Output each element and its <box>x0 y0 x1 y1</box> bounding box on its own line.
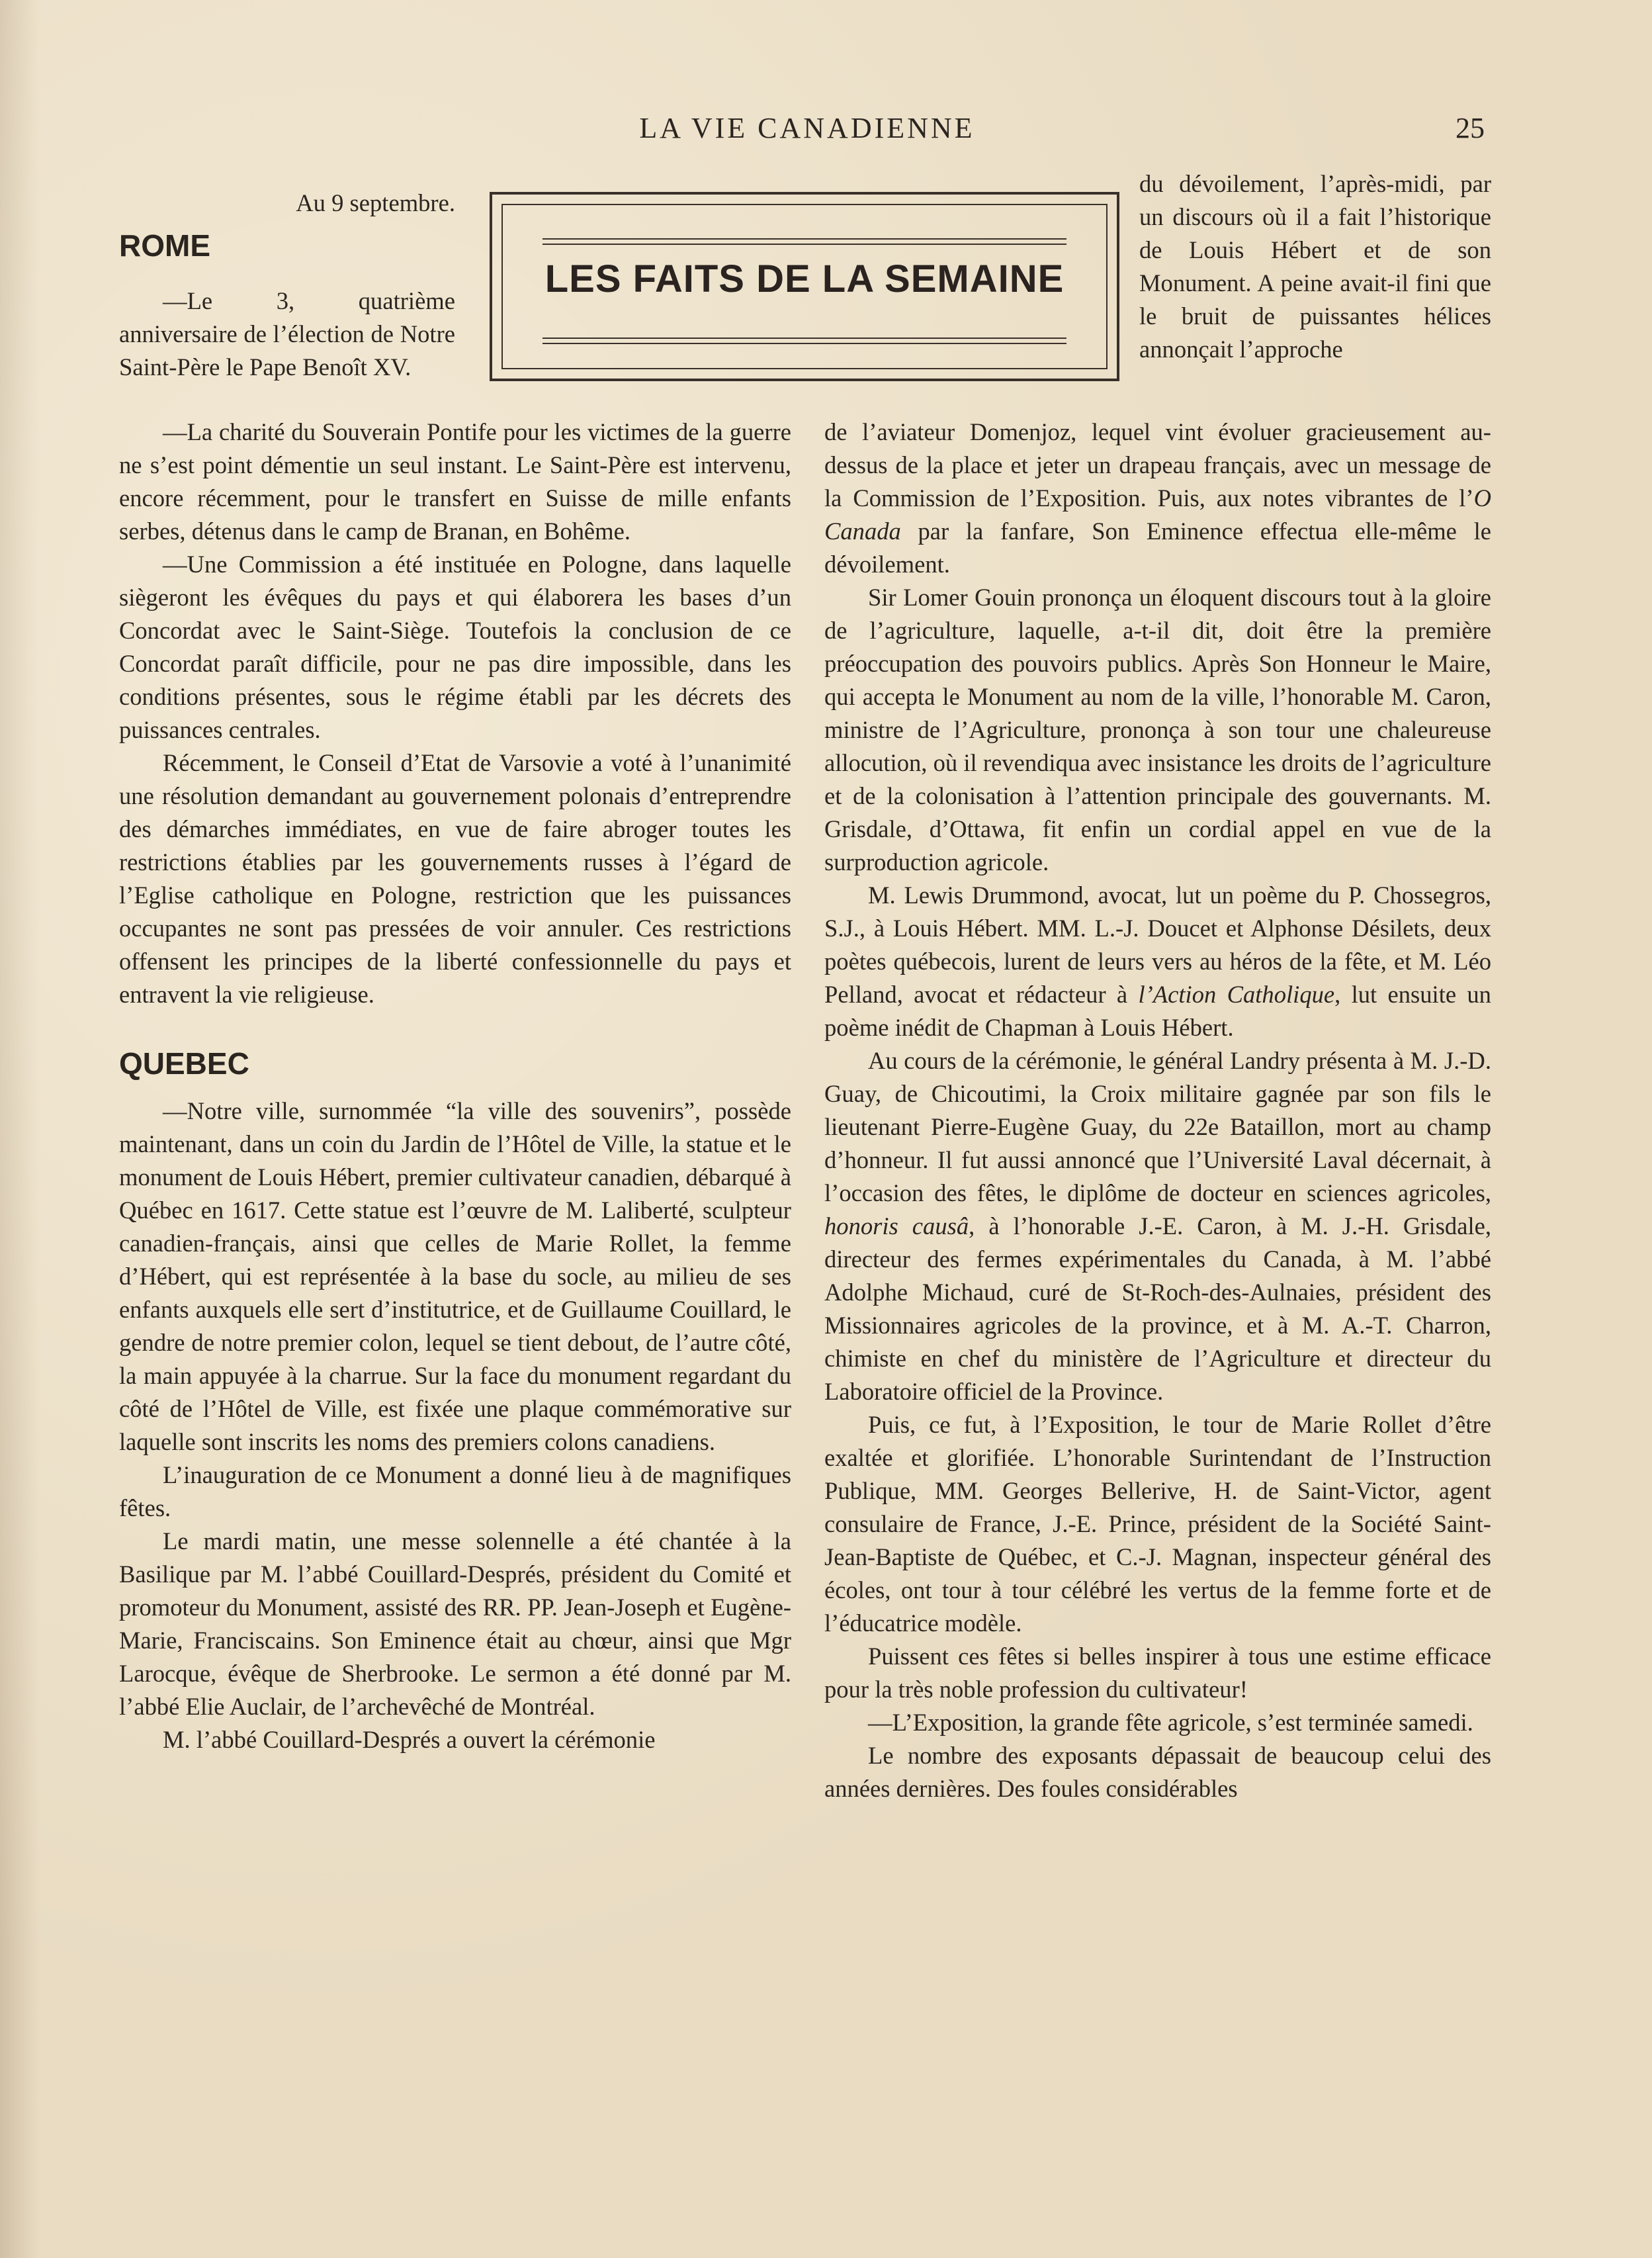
rome-paragraph-2: —La charité du Souverain Pontife pour les victimes de la guerre ne s’est point démentie un seul instant. Le Saint-Père est intervenu, encore récemment, pour le transfert en Suisse de mille enfants serbes, détenus dans le camp de Branan, en Bohême. <box>119 418 791 545</box>
right-paragraph-5: Puis, ce fut, à l’Exposition, le tour de Marie Rollet d’être exaltée et glorifiée. L’honorable Surintendant de l’Instruction Publique, MM. Georges Bellerive, H. de Saint-Victor, agent consulaire de France, J.-E. Prince, président de la Société Saint-Jean-Baptiste de Québec, et C.-J. Magnan, inspecteur général des écoles, ont tour à tour célébré les vertus de la femme forte et de l’éducatrice modèle. <box>824 1411 1491 1637</box>
issue-date: Au 9 septembre. <box>296 189 455 216</box>
box-rule <box>543 244 1066 245</box>
left-column-narrow <box>119 187 455 270</box>
continuation-paragraph: de l’aviateur Domenjoz, lequel vint évoluer gracieusement au-dessus de la place et jeter un drapeau français, avec un message de la Commission de l’Exposition. Puis, aux notes vibrantes de l’O Canada par la fanfare, Son Eminence effectua elle-même le dévoilement. <box>824 418 1491 578</box>
box-rule <box>543 338 1066 339</box>
quebec-paragraph-4: M. l’abbé Couillard-Després a ouvert la cérémonie <box>163 1726 656 1753</box>
quebec-paragraph-1: —Notre ville, surnommée “la ville des souvenirs”, possède maintenant, dans un coin du Jardin de l’Hôtel de Ville, la statue et le monument de Louis Hébert, premier cultivateur canadien, débarqué à Québec en 1617. Cette statue est l’œuvre de M. Laliberté, sculpteur canadien-français, ainsi que celles de Marie Rollet, la femme d’Hébert, qui est représentée à la base du socle, au milieu de ses enfants auxquels elle sert d’institutrice, et de Guillaume Couillard, le gendre de notre premier colon, lequel se tient debout, de l’autre côté, la main appuyée à la charrue. Sur la face du monument regardant du côté de l’Hôtel de Ville, est fixée une plaque commémorative sur laquelle sont inscrits les noms des premiers colons canadiens. <box>119 1097 791 1455</box>
section-title: LES FAITS DE LA SEMAINE <box>544 257 1065 300</box>
right-paragraph-7: —L’Exposition, la grande fête agricole, s’est terminée samedi. <box>868 1709 1473 1736</box>
title-action-catholique: l’Action Catholique <box>1138 981 1335 1008</box>
quebec-paragraph-2: L’inauguration de ce Monument a donné lieu à de magnifiques fêtes. <box>119 1461 791 1521</box>
running-title: LA VIE CANADIENNE <box>639 112 975 144</box>
left-column-wide <box>119 416 791 1756</box>
heading-rome: ROME <box>119 228 210 263</box>
heading-quebec: QUEBEC <box>119 1046 249 1081</box>
rome-para-1-block <box>119 285 455 384</box>
page-header <box>0 111 1652 151</box>
box-rule <box>543 343 1066 344</box>
right-paragraph-6: Puissent ces fêtes si belles inspirer à tous une estime efficace pour la très noble profession du cultivateur! <box>824 1643 1491 1703</box>
quebec-paragraph-3: Le mardi matin, une messe solennelle a été chantée à la Basilique par M. l’abbé Couillard-Després, président du Comité et promoteur du Monument, assisté des RR. PP. Jean-Joseph et Eugène-Marie, Franciscains. Son Eminence était au chœur, ainsi que Mgr Larocque, évêque de Sherbrooke. Le sermon a été donné par M. l’abbé Elie Auclair, de l’archevêché de Montréal. <box>119 1527 791 1720</box>
rome-paragraph-3: —Une Commission a été instituée en Pologne, dans laquelle siègeront les évêques du pays et qui élaborera les bases d’un Concordat avec le Saint-Siège. Toutefois la conclusion de ce Concordat paraît difficile, pour ne pas dire impossible, dans les conditions présentes, sous le régime établi par les décrets des puissances centrales. <box>119 551 791 743</box>
right-paragraph-8: Le nombre des exposants dépassait de beaucoup celui des années dernières. Des foules considérables <box>824 1742 1491 1802</box>
title-o-canada: O Canada <box>824 484 1491 545</box>
box-rule <box>543 238 1066 240</box>
right-paragraph-3: M. Lewis Drummond, avocat, lut un poème du P. Chossegros, S.J., à Louis Hébert. MM. L.-J. Doucet et Alphonse Désilets, deux poètes québecois, lurent de leurs vers au héros de la fête, et M. Léo Pelland, avocat et rédacteur à l’Action Catholique, lut ensuite un poème inédit de Chapman à Louis Hébert. <box>824 881 1491 1041</box>
box-inner-frame <box>501 204 1108 369</box>
right-column-wide <box>824 416 1491 1805</box>
right-column-narrow <box>1139 167 1491 366</box>
continuation-top: du dévoilement, l’après-midi, par un discours où il a fait l’historique de Louis Hébert et de son Monument. A peine avait-il fini que le bruit de puissantes hélices annonçait l’approche <box>1139 170 1491 363</box>
rome-paragraph-4: Récemment, le Conseil d’Etat de Varsovie a voté à l’unanimité une résolution demandant au gouvernement polonais d’entreprendre des démarches immédiates, en vue de faire abroger toutes les restrictions établies par les gouvernements russes à l’égard de l’Eglise catholique en Pologne, restriction que les puissances occupantes ne sont pas pressées de voir annuler. Ces restrictions offensent les principes de la liberté confessionnelle du pays et entravent la vie religieuse. <box>119 749 791 1008</box>
phrase-honoris-causa: honoris causâ <box>824 1212 969 1240</box>
section-title-box <box>490 192 1119 381</box>
page-number: 25 <box>1456 112 1485 144</box>
rome-paragraph-1: —Le 3, quatrième anniversaire de l’élection de Notre Saint-Père le Pape Benoît XV. <box>119 287 455 381</box>
right-paragraph-4: Au cours de la cérémonie, le général Landry présenta à M. J.-D. Guay, de Chicoutimi, la Croix militaire gagnée par son fils le lieutenant Pierre-Eugène Guay, du 22e Bataillon, mort au champ d’honneur. Il fut aussi annoncé que l’Université Laval décernait, à l’occasion des fêtes, le diplôme de docteur en sciences agricoles, honoris causâ, à l’honorable J.-E. Caron, à M. J.-H. Grisdale, directeur des fermes expérimentales du Canada, à M. l’abbé Adolphe Michaud, curé de St-Roch-des-Aulnaies, président des Missionnaires agricoles de la province, et à M. A.-T. Charron, chimiste en chef du ministère de l’Agriculture et directeur du Laboratoire officiel de la Province. <box>824 1047 1491 1405</box>
right-paragraph-2: Sir Lomer Gouin prononça un éloquent discours tout à la gloire de l’agriculture, laquelle, a-t-il dit, doit être la première préoccupation des pouvoirs publics. Après Son Honneur le Maire, qui accepta le Monument au nom de la ville, l’honorable M. Caron, ministre de l’Agriculture, prononça à son tour une chaleureuse allocution, où il revendiqua avec insistance les droits de l’agriculture et de la colonisation à l’attention principale des gouvernants. M. Grisdale, d’Ottawa, fit enfin un cordial appel en vue de la surproduction agricole. <box>824 584 1491 876</box>
